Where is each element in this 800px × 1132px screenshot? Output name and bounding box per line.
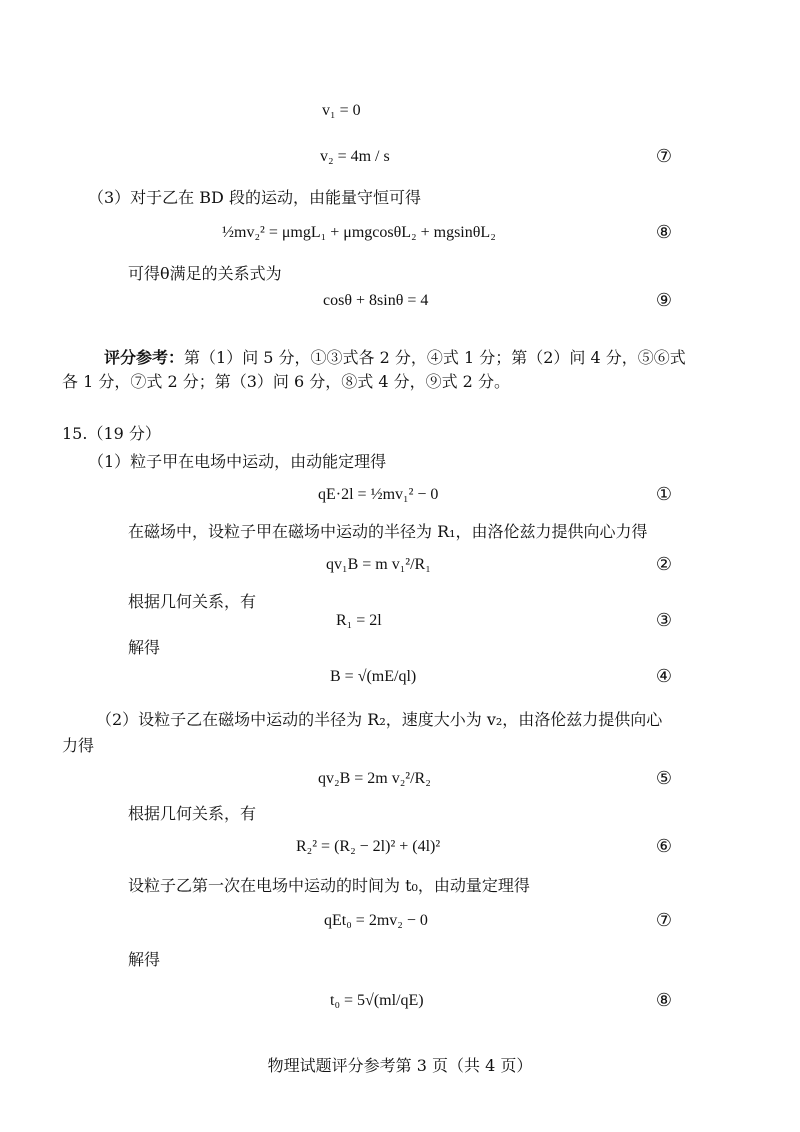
- q15-geometry-text-2: 根据几何关系，有: [128, 804, 257, 823]
- equation-number: ⑦: [655, 146, 672, 167]
- equation-energy-conservation: ½mv₂² = μmgL₁ + μmgcosθL₂ + mgsinθL₂: [222, 224, 496, 241]
- scoring-line-1: [104, 348, 686, 368]
- q15-part1-intro: （1）粒子甲在电场中运动，由动能定理得: [88, 452, 387, 471]
- q15-equation-geometry: R₂² = (R₂ − 2l)² + (4l)²: [296, 838, 441, 855]
- q15-equation-t0: t₀ = 5√(ml/qE): [330, 992, 424, 1009]
- scoring-line-2: 各 1 分，⑦式 2 分；第（3）问 6 分，⑧式 4 分，⑨式 2 分。: [62, 372, 510, 391]
- scoring-text: 第（1）问 5 分，①③式各 2 分，④式 1 分；第（2）问 4 分，⑤⑥式: [184, 348, 686, 367]
- equation-number: ⑦: [655, 910, 672, 931]
- equation-v2: v₂ = 4m / s: [320, 148, 390, 165]
- equation-number: ⑧: [655, 222, 672, 243]
- q15-geometry-text-1: 根据几何关系，有: [128, 592, 257, 611]
- q15-part2-line-1: （2）设粒子乙在磁场中运动的半径为 R₂，速度大小为 v₂，由洛伦兹力提供向心: [96, 710, 663, 729]
- q15-solve-text-2: 解得: [128, 950, 161, 969]
- theta-relation-text: 可得θ满足的关系式为: [128, 264, 282, 283]
- q15-equation-lorentz-1: qv₁B = m v₁²/R₁: [326, 556, 431, 573]
- q15-equation-kinetic-energy: qE·2l = ½mv₁² − 0: [318, 486, 439, 503]
- scoring-label: 评分参考：: [104, 348, 185, 367]
- equation-number: ⑤: [655, 768, 672, 789]
- q15-equation-radius: R₁ = 2l: [336, 612, 382, 629]
- q15-equation-momentum: qEt₀ = 2mv₂ − 0: [324, 912, 428, 929]
- q15-equation-lorentz-2: qv₂B = 2m v₂²/R₂: [318, 770, 431, 787]
- page-footer: 物理试题评分参考第 3 页（共 4 页）: [267, 1056, 533, 1075]
- part3-intro: （3）对于乙在 BD 段的运动，由能量守恒可得: [88, 188, 421, 207]
- q15-part2-line-2: 力得: [62, 736, 95, 755]
- equation-number: ③: [655, 610, 672, 631]
- q15-magnetic-intro: 在磁场中，设粒子甲在磁场中运动的半径为 R₁，由洛伦兹力提供向心力得: [128, 522, 648, 541]
- equation-number: ①: [655, 484, 672, 505]
- equation-number: ④: [655, 666, 672, 687]
- equation-number: ⑥: [655, 836, 672, 857]
- q15-equation-B: B = √(mE/ql): [330, 668, 417, 685]
- equation-number: ⑨: [655, 290, 672, 311]
- equation-v1: v₁ = 0: [322, 102, 361, 119]
- q15-solve-text-1: 解得: [128, 638, 161, 657]
- question-15-header: 15.（19 分）: [62, 424, 161, 443]
- equation-theta: cosθ + 8sinθ = 4: [323, 292, 429, 309]
- equation-number: ②: [655, 554, 672, 575]
- q15-time-intro: 设粒子乙第一次在电场中运动的时间为 t₀，由动量定理得: [128, 876, 530, 895]
- equation-number: ⑧: [655, 990, 672, 1011]
